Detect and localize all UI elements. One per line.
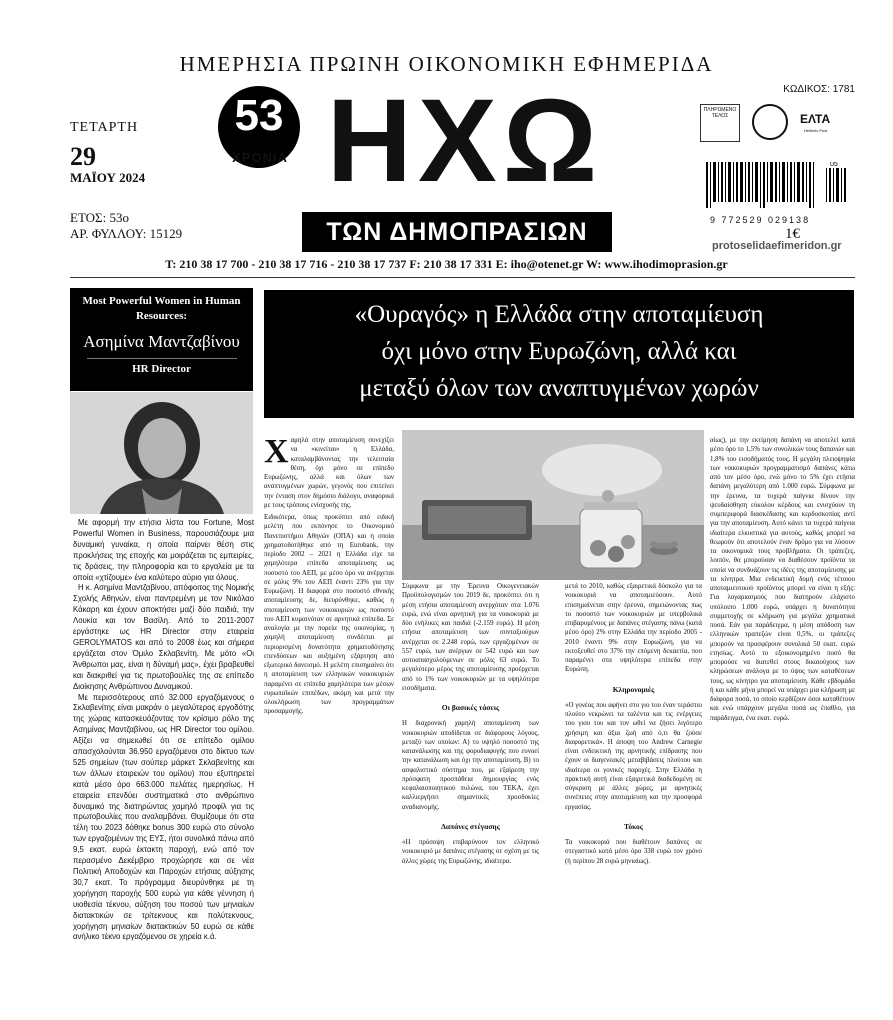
savings-jar-image (402, 430, 704, 580)
postal-stamps (700, 104, 855, 146)
article-column-4 (710, 436, 855, 723)
subheading: Κληρονομιές (612, 684, 655, 694)
anniversary-label: ΧΡΟΝΙΑ (232, 150, 288, 165)
barcode-digits: 9 772529 029138 (710, 215, 811, 225)
subheading: Οι βασικές τάσεις (441, 703, 500, 712)
article-paragraph: Η διαχρονική χαμηλή αποταμίευση των νοικοκυριών αποδίδεται σε διάφορους λόγους, μεταξύ των οποίων: Α) το υψηλό ποσοστό της κατανάλωσης και της φοροδιαφυγής που ευνοεί την κατανάλωση και όχι την αποταμίευση, Β) το ασφαλιστικό σύστημα που, με εξαίρεση την πρόσφατη προσπάθεια δημιουργίας ενός κεφαλαιοποιητικού πυλώνα, του ΤΕΚΑ, έχει καλλιεργήσει σημαντικές προσδοκίες αναδιανομής. (402, 720, 539, 811)
article-paragraph: Σύμφωνα με την Έρευνα Οικογενειακών Προϋπολογισμών του 2019 δε, προκύπτει ότι η μέση ετήσια αποταμίευση ανερχόταν στα 1.076 ευρώ, ενώ είναι αρνητική για τα νοικοκυριά με δύο ενήλικες και παιδιά (-2.159 ευρώ). Η μέση ετήσια αποταμίευση των συνταξιούχων ανέρχεται σε 2.248 ευρώ, των εργαζομένων σε 557 ευρώ, των ανέργων σε 542 ευρώ και των αυτοαπασχολούμενων σε μόλις 63 ευρώ. Το μεγαλύτερο μέρος της αποταμίευσης προέρχεται από το 1% των νοικοκυριών με τα υψηλότερα εισοδήματα. (402, 583, 539, 692)
date-number: 29 (70, 142, 96, 171)
newspaper-subtitle: ΤΩΝ ΔΗΜΟΠΡΑΣΙΩΝ (302, 212, 612, 252)
headline-line: μεταξύ όλων των αναπτυγμένων χωρών (359, 375, 759, 402)
bio-paragraph: Με αφορμή την ετήσια λίστα του Fortune, Most Powerful Women in Business, παρουσιάζουμε μια δυναμική γυναίκα, η οποία παίρνει θέση στις προκλήσεις της εποχής και μοιράζεται τις εμπειρίες, τις δράσεις, την πληροφορία και το εργαλεία με τα οποία «χτίζουμε» ένα καλύτερο αύριο για όλους. (73, 518, 254, 582)
drop-cap: Χ (264, 433, 289, 470)
sidebar-kicker: Most Powerful Women in Human Resources: (82, 295, 241, 322)
article-paragraph: Τα νοικοκυριά που διαθέτουν δαπάνες σε στεγαστικό κατά μέσο όρο 338 ευρώ τον χρόνο (ή περίπου 28 ευρώ μηνιαίως). (565, 839, 702, 865)
article-paragraph: Ειδικότερα, όπως προκύπτει από ειδική μελέτη που εκπόνησε το Οικονομικό Πανεπιστήμιο Αθηνών (ΟΠΑ) και η οποία χρηματοδοτήθηκε από τη Eurobank, την περίοδο 2002 – 2021 η Ελλάδα είχε τα χαμηλότερα επίπεδα αποταμίευσης ως ποσοστό του ΑΕΠ, με μέσο όρο να ανέρχεται σε μόλις 9% του ΑΕΠ έναντι 23% για την Ευρωζώνη. Η διαφορά στο ποσοστό εθνικής αποταμίευσης δε, διευρύνθηκε, καθώς η αποταμίευση των νοικοκυριών ως ποσοστό του ΑΕΠ κυμαινόταν σε αρνητικά επίπεδα. Σε αναλογία με την πορεία της οικονομίας, η χαμηλή αποταμίευση συνδέεται με περιορισμένη δυνατότητα χρηματοδότησης επενδύσεων και αυξημένη εξάρτηση από εξωτερικό δανεισμό. Η μελέτη επισημαίνει ότι η αποταμίευση των ελληνικών νοικοκυριών παραμένει σε επίπεδα χαμηλότερα των μέσων ευρωπαϊκών επιπέδων, ακόμη και μετά την ολοκλήρωση των προγραμμάτων προσαρμογής. (264, 514, 394, 716)
sidebar-name: Ασημίνα Μαντζαβίνου (83, 332, 240, 351)
article-column-1 (264, 433, 394, 717)
newspaper-title: ΗΧΩ (326, 75, 604, 207)
barcode (700, 162, 855, 212)
weekday: ΤΕΤΑΡΤΗ (70, 120, 139, 135)
code-label: ΚΩΔΙΚΟΣ: 1781 (783, 84, 855, 95)
portrait-image (70, 392, 253, 514)
subheading: Τόκος (624, 821, 643, 831)
tagline: ΗΜΕΡΗΣΙΑ ΠΡΩΙΝΗ ΟΙΚΟΝΟΜΙΚΗ ΕΦΗΜΕΡΙΔΑ (179, 52, 714, 76)
price: 1€ (785, 226, 800, 242)
portrait-photo (70, 392, 253, 514)
article-headline (264, 290, 854, 418)
paid-stamp: ΠΛΗΡΩΜΕΝΟ ΤΕΛΟΣ (700, 104, 740, 142)
sidebar-bio (73, 518, 254, 943)
article-column-3 (565, 582, 702, 866)
article-paragraph: μετά το 2010, καθώς εξαιρετικά δύσκολο για τα νοικοκυριά να αποταμιεύσουν. Αυτό επισημαίνεται στην έρευνα, σημειώνοντας πως το ποσοστό των νοικοκυριών με υπερβολικά επιβαρυμένους με δαπάνες στέγασης πάνω (κατά μέσο όρο) 2% στην Ελλάδα την περίοδο 2005 - 2010 έναντι 9% στην Ευρωζώνη, για να εκτοξευθεί στο 37% την επόμενη δεκαετία, που παραμένει στα υψηλότερα επίπεδα στην Ευρώπη. (565, 583, 702, 674)
bio-paragraph: Με περισσότερους από 32.000 εργαζόμενους ο Σκλαβενίτης είναι μακράν ο μεγαλύτερος εργοδότης της χώρας κατασκευάζοντας τον κρίσιμο ρόλο της Ασημίνας Μαντζαβίνου, ως HR Director του ομίλου. Αξίζει να σημειωθεί ότι σε επίπεδο ομίλου απασχολούνται 36.950 εργαζόμενοι στο δίκτυο των 525 σημείων (των σούπερ μάρκετ Σκλαβενίτης και των άλλων εταιρειών του ομίλου) που εξυπηρετεί κατά μέσο όρο 663.000 πελάτες ημερησίως. Η εταιρεία επενδύει συστηματικά στο ανθρώπινο δυναμικό της διατηρώντας χαμηλό προφίλ για τις πρωτοβουλίες που αναλαμβάνει. Θυμίζουμε ότι στα τέλη του 2023 δόθηκε bonus 300 ευρώ στο σύνολο των εργαζομένων της ΕΥΣ, ήτοι συνολικά πάνω από 9,5 εκατ. ευρώ έκτακτη παροχή, ενώ από τον περασμένο Δεκέμβριο προχώρησε και σε νέα Πολιτική Αποδοχών και Παροχών ετήσιας αύξησης 30,7 εκατ. Το πρόγραμμα διευρύνθηκε με τη χορήγηση παροχής 500 ευρώ για κάθε γέννηση ή υιοθεσία τέκνου, αύξηση του ποσού των μηνιαίων διατακτικών σε τρίτεκνους και πολύτεκνους, χορήγηση μηνιαίων διατακτικών 50 ευρώ σε κάθε ανήλικο τέκνο εργαζόμενου σε χηρεία κ.ά. (73, 692, 254, 942)
watermark: protoselidaefimeridon.gr (712, 240, 842, 252)
postal-brand: ΕΛΤΑ (800, 112, 831, 126)
article-paragraph: αίως), με την εκτίμηση δαπάνη να αποτελεί κατά μέσο όρο το 1,5% των συνολικών τους δαπανών και 1,8% του εισοδήματός τους. Η μεγάλη πλειοψηφία των νοικοκυριών προγραμματισμό δαπάνες κάτω από τον μέσο όρο, ενώ μόνο το 5% έχει ετήσια δαπάνη μεγαλύτερη από 1.000 ευρώ. Σύμφωνα με την έρευνα, τα τυχερά παίγνια δίνουν την ψευδαίσθηση εύκολου κέρδους και ενισχύουν τη συμπεριφορά διασκέδασης και κερδοσκοπίας αντί για την αποταμίευση. Αυτό κάνει τα τυχερά παίγνια ιδιαίτερα ελκυστικά για αυτούς, καθώς μπορεί να θεωρούν ότι αποτελούν έναν δρόμο για να λύσουν τα οικονομικά τους προβλήματα. Οι τράπεζες, λοιπόν, θα μπορούσαν να διαθέσουν προϊόντα τα οποία να συνδυάζουν τις ιδέες της αποταμίευσης με τα κίνητρα. Μια ενδεικτική δομή ενός τέτοιου αποταμιευτικού προϊόντος μπορεί να είναι η εξής: Για λογαριασμούς που διατηρούν ελάχιστο υπόλοιπο 1.000 ευρώ, υπάρχει η δυνατότητα συμμετοχής σε κλήρωση για μεγάλα χρηματικά ποσά. Εάν για παράδειγμα, η μέση απόδοση των ελληνικών τραπεζών είναι 0,5%, οι τράπεζες μπορούν να προσφέρουν συνολικά 50 εκατ. ευρώ ετησίως. Αυτό το εξοικονομημένο ποσό θα μπορούσε να διατεθεί στους δικαιούχους των κληρώσεων ανάλογα με το ύψος των καταθέσεων τους, ως κίνητρο για αποταμίευση. Κάθε εβδομάδα ή και κάθε μήνα μπορεί να υπάρχει μια κλήρωση με διάφορα ποσά, το οποίο κερδίζουν όσοι καταθέτουν και ενώ υπάρχουν μεγάλα ποσά ως έπαθλο, για παράδειγμα, ένα εκατ. ευρώ. (710, 437, 855, 722)
month-year: ΜΑΪΟΥ 2024 (70, 170, 146, 185)
sidebar-header (70, 288, 253, 391)
article-photo (402, 430, 704, 580)
barcode-icon (700, 162, 855, 212)
contact-line: T: 210 38 17 700 - 210 38 17 716 - 210 38 17 737 F: 210 38 17 331 E: iho@otenet.gr W: www.ihodimoprasion.gr (165, 257, 728, 271)
issue-info (70, 210, 182, 242)
barcode-issue: 05 (830, 162, 838, 168)
article-paragraph: «Ο γονέας που αφήνει στο γιο του έναν τεράστιο πλούτο νεκρώνει τα ταλέντα και τις ενέργειες του γιου του και τον ωθεί να ζήσει λιγότερο χρήσιμη και άξια ζωή από ό,τι θα ζούσε διαφορετικά». Η άποψη του Andrew Carnegie είναι ενδεικτική της αρνητικής επίδρασης που έχουν οι διαγενεακές μεταβιβάσεις πλούτου και ιδιαίτερα οι γονικές παροχές. Στην Ελλάδα η πρακτική αυτή είναι εξαιρετικά διαδεδομένη σε σύγκριση με άλλες χώρες, με αρνητικές συνέπειες στην αποταμίευση και την προσφορά εργασίας. (565, 701, 702, 811)
seal-icon (752, 104, 788, 140)
article-paragraph: «Η πρόσοψη επιβαρύνουν τον ελληνικό νοικοκυριό με δαπάνες στέγασης σε σχέση με τις άλλες χώρες της Ευρωζώνης, ιδιαίτερα. (402, 839, 539, 865)
article-column-2 (402, 582, 539, 866)
headline-line: «Ουραγός» η Ελλάδα στην αποταμίευση (354, 301, 764, 328)
year-label: ΕΤΟΣ: 53ο (70, 210, 129, 225)
date-block (70, 120, 210, 186)
issue-number: ΑΡ. ΦΥΛΛΟΥ: 15129 (70, 226, 183, 241)
headline-line: όχι μόνο στην Ευρωζώνη, αλλά και (381, 338, 737, 365)
sidebar-divider (87, 358, 237, 359)
divider (70, 277, 855, 278)
subheading: Δαπάνες στέγασης (441, 821, 500, 831)
article-lead: αμηλά στην αποταμίευση συνεχίζει να «κινείται» η Ελλάδα, καταλαμβάνοντας την τελευταία θέση, όχι μόνο σε επίπεδο Ευρωζώνης, αλλά και όλων των αναπτυγμένων χωρών, γεγονός που επιτείνει την ένταση στον δημόσιο διάλογο, αναφορικά με τους τρόπους ενίσχυσής της. (264, 437, 394, 509)
anniversary-number: 53 (234, 91, 284, 140)
bio-paragraph: Η κ. Ασημίνα Μαντζαβίνου, απόφοιτος της Νομικής Σχολής Αθηνών, είναι παντρεμένη με τον Νικόλαο Κάκαρη και έχουν αποκτήσει μαζί δύο παιδιά, την Λουκία και τον Βασίλη. Από το 2011-2007 εργάστηκε ως HR Director στην εταιρεία GEROLYMATOS και από το 2008 έως και σήμερα εργάζεται στον Όμιλο Σκλαβενίτη. Με μότο «Οι Άνθρωποι μας, είναι η δύναμή μας», έχει βραβευθεί και διακριθεί για τις πρωτοβουλίες της σε επίπεδο Διοίκησης Ανθρώπινου Δυναμικού. (73, 583, 254, 691)
postal-sub: Hellenic Post (804, 128, 828, 133)
sidebar-role: HR Director (132, 363, 191, 375)
